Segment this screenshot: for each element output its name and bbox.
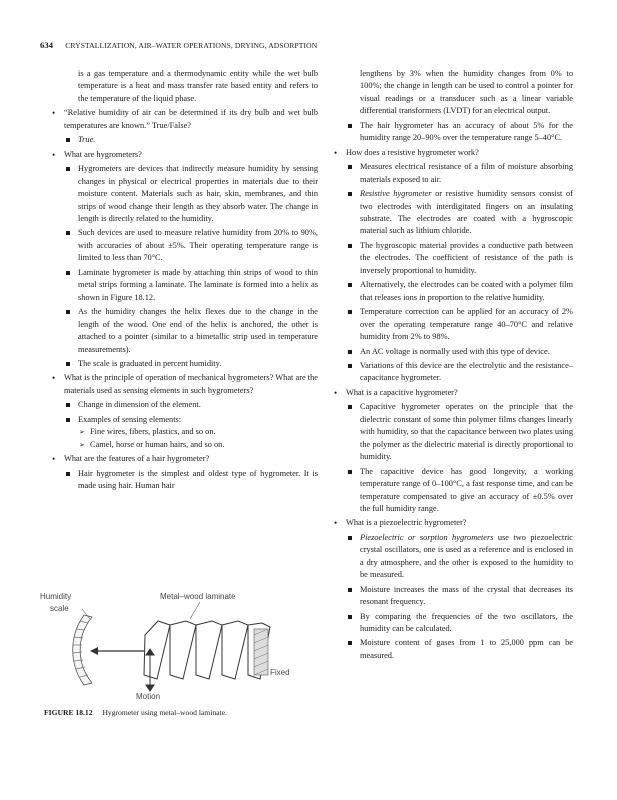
figure-caption — [44, 708, 314, 717]
fixed-label: Fixed — [270, 668, 290, 677]
running-header — [40, 40, 577, 54]
sub-answer: ➢ Camel, horse or human hairs, and so on. — [50, 439, 318, 451]
answer: Moisture increases the mass of the crystal that decreases its resonant frequency. — [332, 584, 573, 609]
answer: The capacitive device has good longevity, a working temperature range of 0–100°C, a fast response time, and can be temperature compensated to give an accuracy of ±0.5% over the full humidity range. — [332, 466, 573, 516]
caption-text: Hygrometer using metal–wood laminate. — [102, 708, 227, 717]
answer: Alternatively, the electrodes can be coated with a polymer film that releases ions in proportion to the relative humidity. — [332, 279, 573, 304]
answer: Moisture content of gases from 1 to 25,000 ppm can be measured. — [332, 637, 573, 662]
answer: The hygroscopic material provides a conductive path between the electrodes. The coefficient of resistance of the path is inversely proportional to humidity. — [332, 240, 573, 277]
fixed-anchor — [254, 629, 268, 675]
answer: Examples of sensing elements: — [50, 414, 318, 426]
question: • What is the principle of operation of mechanical hygrometers? What are the materials used as sensing elements in such hygrometers? — [50, 372, 318, 397]
pointer — [90, 647, 145, 655]
left-column — [50, 68, 318, 493]
humidity-scale-arc — [73, 615, 92, 685]
sub-answer: ➢ Fine wires, fibers, plastics, and so on. — [50, 426, 318, 438]
answer: Measures electrical resistance of a film of moisture absorbing materials exposed to air. — [332, 161, 573, 186]
helix-laminate — [144, 621, 270, 679]
paragraph: lengthens by 3% when the humidity changes from 0% to 100%; the change in length can be used to control a pointer for visual readings or a transducer such as a linear variable differential transformers (LVDT) for an electrical output. — [360, 69, 573, 116]
answer: Variations of this device are the electrolytic and the resistance–capacitance hygrometer. — [332, 360, 573, 385]
caption-number: FIGURE 18.12 — [44, 708, 93, 717]
laminate-label: Metal–wood laminate — [160, 592, 236, 601]
answer: As the humidity changes the helix flexes due to the change in the length of the wood. One end of the helix is anchored, the other is attached to a pointer (similar to a bimetallic strip used in temperature measurements). — [50, 306, 318, 356]
running-title: CRYSTALLIZATION, AIR–WATER OPERATIONS, DRYING, ADSORPTION — [65, 41, 318, 50]
scale-label: scale — [50, 604, 69, 613]
answer: By comparing the frequencies of the two oscillators, the humidity can be calculated. — [332, 611, 573, 636]
answer: Change in dimension of the element. — [50, 399, 318, 411]
question: • “Relative humidity of air can be determined if its dry bulb and wet bulb temperatures are known.” True/False? — [50, 107, 318, 132]
answer: Laminate hygrometer is made by attaching thin strips of wood to thin metal strips forming a laminate. The laminate is formed into a helix as shown in Figure 18.12. — [50, 267, 318, 304]
answer: Such devices are used to measure relative humidity from 20% to 90%, with accuracies of about ±5%. Their operating temperature range is limited to less than 70°C. — [50, 227, 318, 264]
answer: The scale is graduated in percent humidity. — [50, 358, 318, 370]
answer: The hair hygrometer has an accuracy of about 5% for the humidity range 20–90% over the temperature range 5–40°C. — [332, 120, 573, 145]
question: • What are hygrometers? — [50, 149, 318, 161]
answer: Hygrometers are devices that indirectly measure humidity by sensing changes in physical or electrical properties in materials due to their moisture content. Materials such as hair, skin, membranes, and thin strips of wood change their length as they absorb water. The change in length is directly related to the humidity. — [50, 163, 318, 225]
leader-line — [190, 602, 200, 619]
motion-label: Motion — [136, 692, 161, 701]
answer: Temperature correction can be applied for an accuracy of 2% over the operating temperature range 40–70°C and relative humidity from 2% to 98%. — [332, 306, 573, 343]
figure-hygrometer — [40, 585, 310, 703]
right-column — [332, 68, 573, 662]
page-number: 634 — [40, 40, 54, 50]
paragraph: is a gas temperature and a thermodynamic entity while the wet bulb temperature is a heat and mass transfer rate based entity and refers to the temperature of the liquid phase. — [78, 69, 318, 103]
humidity-label: Humidity — [40, 592, 72, 601]
question: • How does a resistive hygrometer work? — [332, 147, 573, 159]
question: • What is a capacitive hygrometer? — [332, 387, 573, 399]
answer: Hair hygrometer is the simplest and oldest type of hygrometer. It is made using hair. Human hair — [50, 468, 318, 493]
question: • What are the features of a hair hygrometer? — [50, 453, 318, 465]
answer: True. — [50, 134, 318, 146]
answer: Capacitive hygrometer operates on the principle that the dielectric constant of some thin polymer films changes linearly with humidity, so that the capacitance between two plates using the polymer as the dielectric material is directly proportional to humidity. — [332, 401, 573, 463]
answer: Piezoelectric or sorption hygrometers use two piezoelectric crystal oscillators, one is used as a reference and is enclosed in a dry atmosphere, and the other is exposed to the humidity to be measured. — [332, 532, 573, 582]
answer: An AC voltage is normally used with this type of device. — [332, 346, 573, 358]
question: • What is a piezoelectric hygrometer? — [332, 517, 573, 529]
hygrometer-diagram — [40, 585, 310, 703]
answer: Resistive hygrometer or resistive humidity sensors consist of two electrodes with interdigitated fingers on an insulating substrate. The electrodes are coated with a hygroscopic material such as lithium chloride. — [332, 188, 573, 238]
